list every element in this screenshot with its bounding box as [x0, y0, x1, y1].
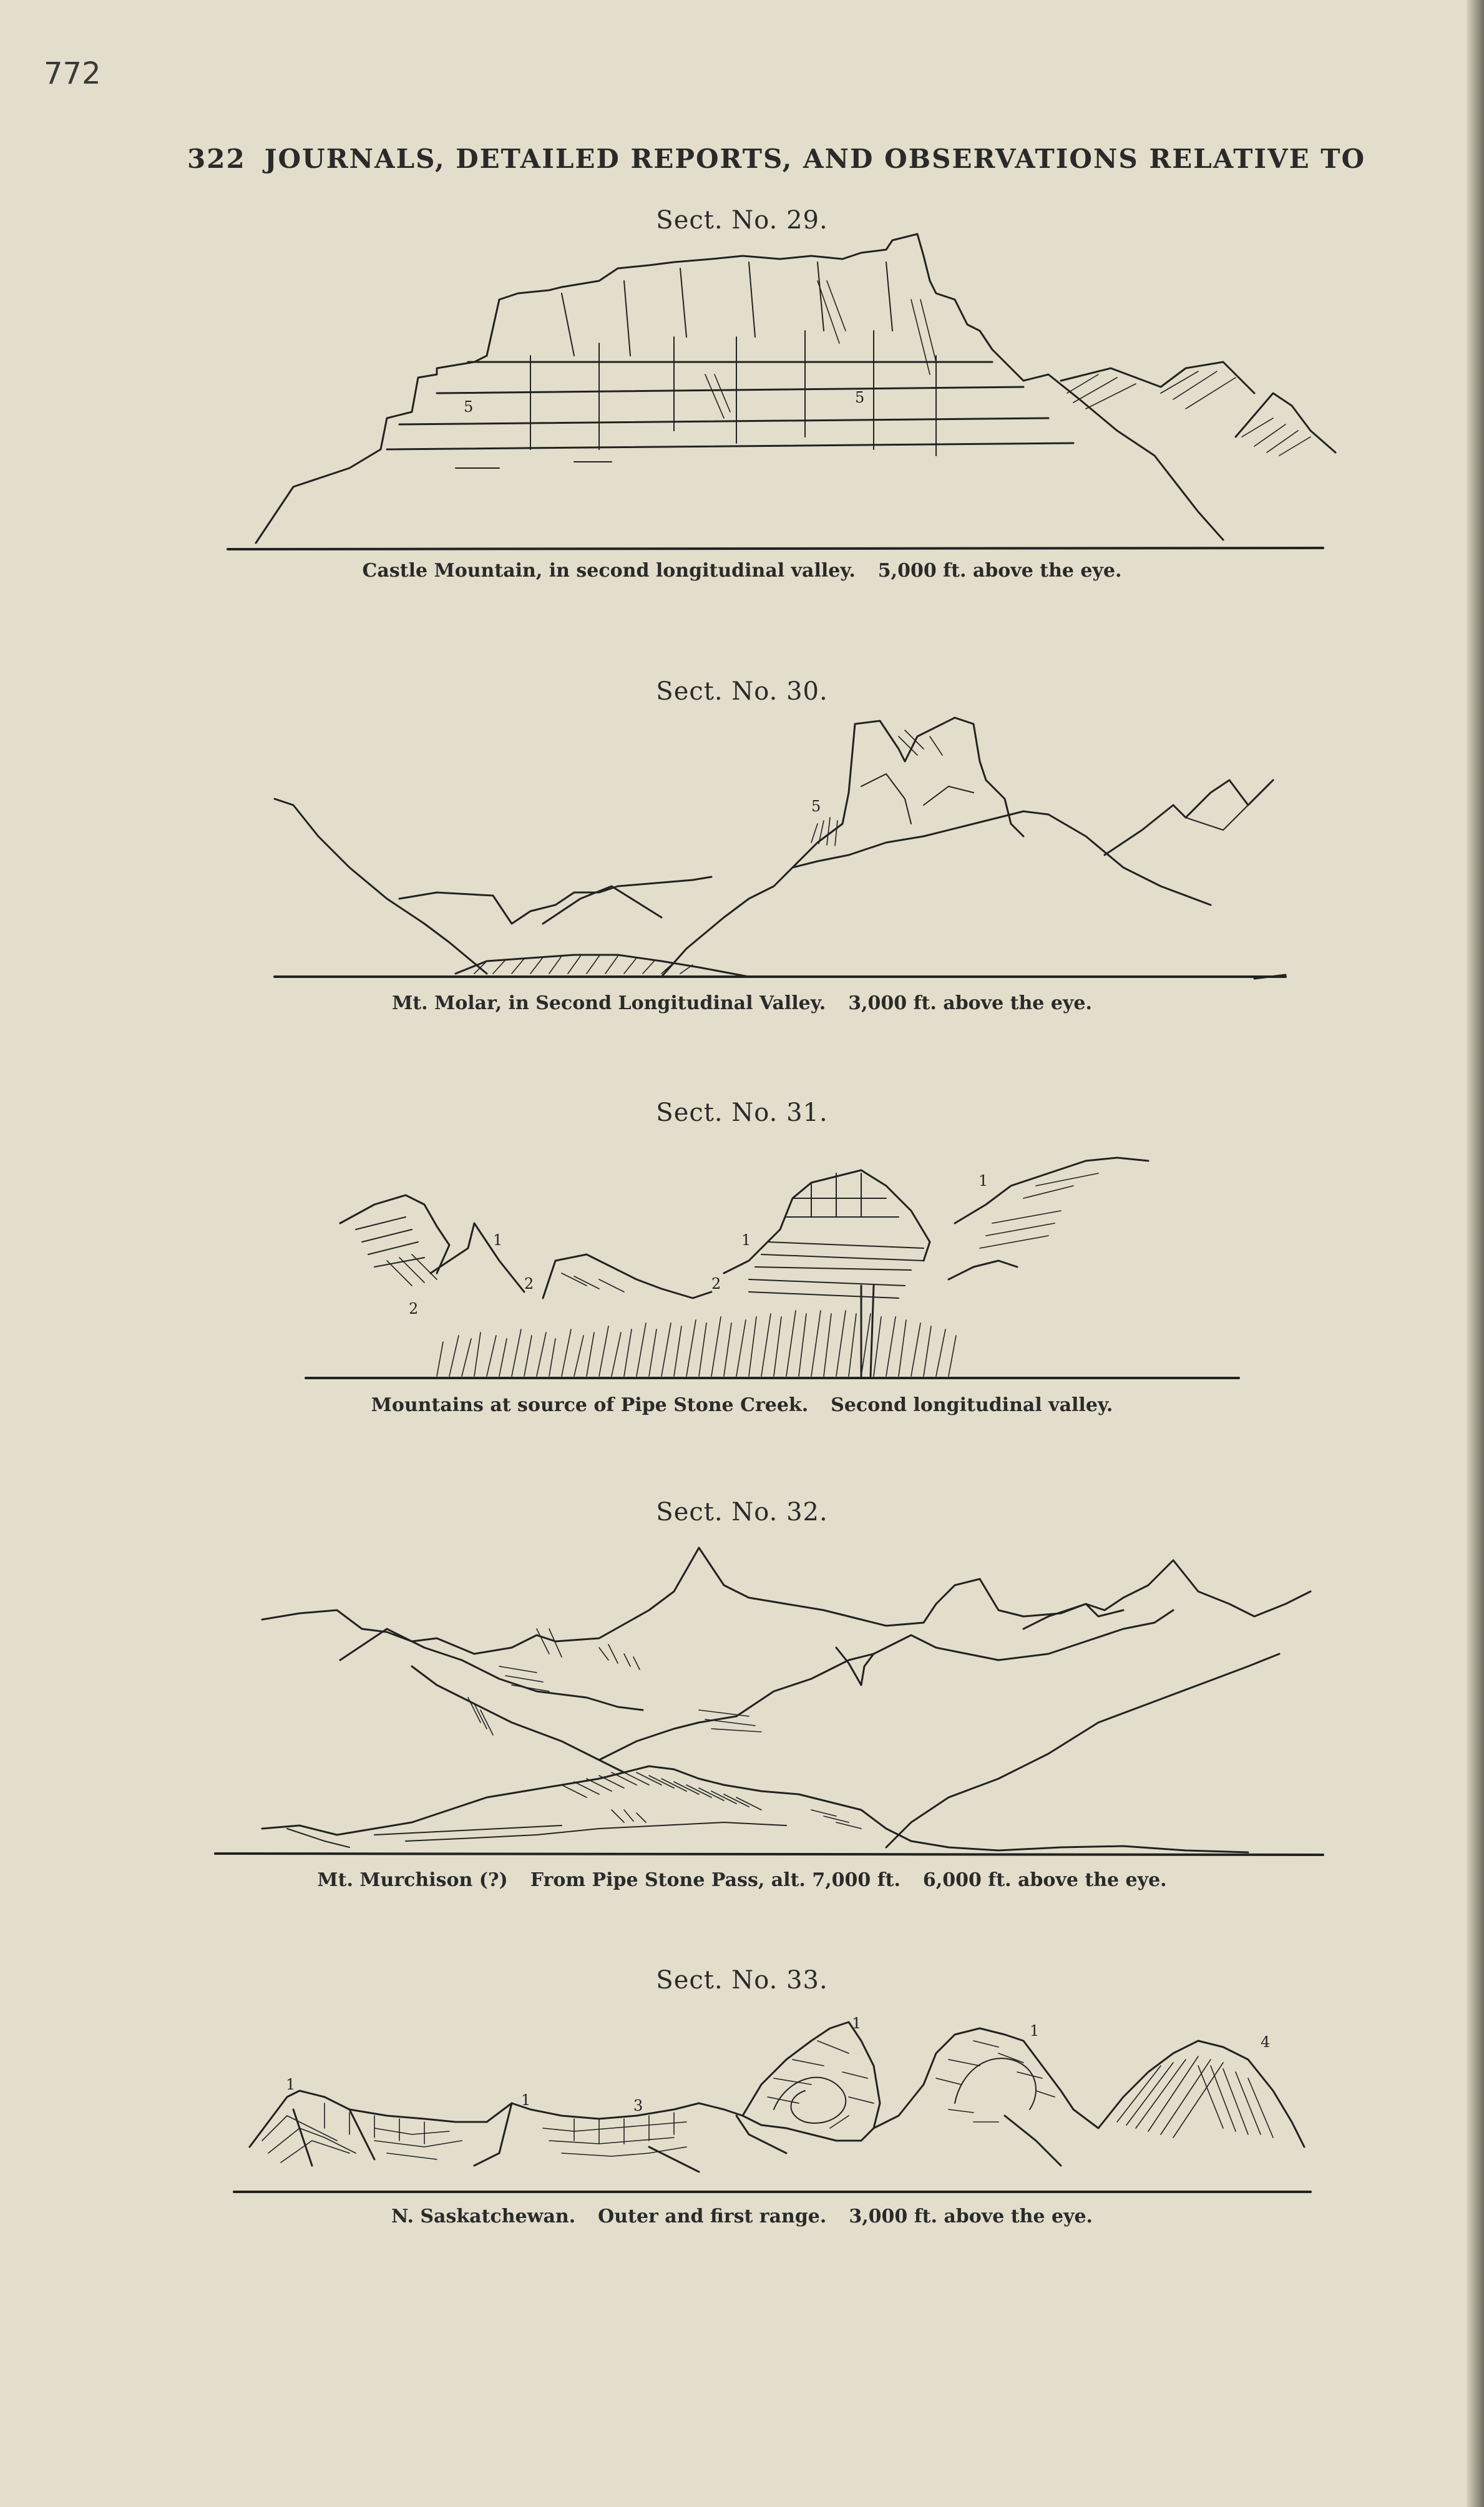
caption-part: Second longitudinal valley. — [831, 1394, 1113, 1416]
stratum-label: 1 — [979, 1172, 989, 1190]
caption-part: Mt. Molar, in Second Longitudinal Valley. — [392, 992, 826, 1014]
section-31-caption — [0, 1394, 1484, 1416]
caption-part: Mountains at source of Pipe Stone Creek. — [371, 1394, 809, 1416]
section-29-title: Sect. No. 29. — [656, 206, 828, 235]
stratum-label: 1 — [741, 1231, 751, 1249]
section-32-title: Sect. No. 32. — [656, 1498, 828, 1527]
stratum-label: 3 — [633, 2097, 643, 2114]
stratum-label: 5 — [855, 389, 865, 406]
mt-molar-sketch — [0, 711, 1484, 992]
stratum-label: 5 — [811, 798, 821, 815]
stratum-label: 1 — [521, 2091, 531, 2109]
mt-murchison-sketch — [0, 1535, 1484, 1860]
caption-part: Mt. Murchison (?) — [317, 1869, 508, 1891]
caption-part: 3,000 ft. above the eye. — [849, 2206, 1093, 2227]
section-30-title: Sect. No. 30. — [656, 677, 828, 706]
pipe-stone-creek-sketch — [0, 1136, 1484, 1385]
caption-part: 3,000 ft. above the eye. — [848, 992, 1092, 1014]
n-saskatchewan-sketch — [0, 2003, 1484, 2209]
stratum-label: 2 — [711, 1275, 721, 1293]
stratum-label: 2 — [409, 1300, 419, 1317]
stratum-label: 2 — [524, 1275, 534, 1293]
stratum-label: 1 — [286, 2076, 296, 2093]
caption-part: Castle Mountain, in second longitudinal valley. — [362, 560, 856, 582]
caption-part: 5,000 ft. above the eye. — [877, 560, 1122, 582]
stratum-label: 1 — [1030, 2022, 1040, 2040]
castle-mountain-sketch — [0, 231, 1484, 555]
stratum-label: 4 — [1261, 2033, 1271, 2051]
stratum-label: 1 — [852, 2015, 862, 2032]
running-head — [187, 144, 1366, 174]
section-30-caption — [0, 992, 1484, 1014]
section-33-title: Sect. No. 33. — [656, 1966, 828, 1995]
section-29-caption — [0, 560, 1484, 582]
page-number: 322 — [187, 144, 246, 174]
stratum-label: 1 — [493, 1231, 503, 1249]
section-32-caption — [0, 1869, 1484, 1891]
archive-page-number: 772 — [44, 56, 101, 91]
section-31-title: Sect. No. 31. — [656, 1098, 828, 1127]
caption-part: N. Saskatchewan. — [391, 2206, 576, 2227]
stratum-label: 5 — [464, 398, 474, 416]
caption-part: Outer and first range. — [598, 2206, 827, 2227]
caption-part: From Pipe Stone Pass, alt. 7,000 ft. — [530, 1869, 901, 1891]
caption-part: 6,000 ft. above the eye. — [922, 1869, 1167, 1891]
running-head-title: JOURNALS, DETAILED REPORTS, AND OBSERVATIONS RELATIVE TO — [264, 144, 1366, 174]
section-33-caption — [0, 2206, 1484, 2227]
